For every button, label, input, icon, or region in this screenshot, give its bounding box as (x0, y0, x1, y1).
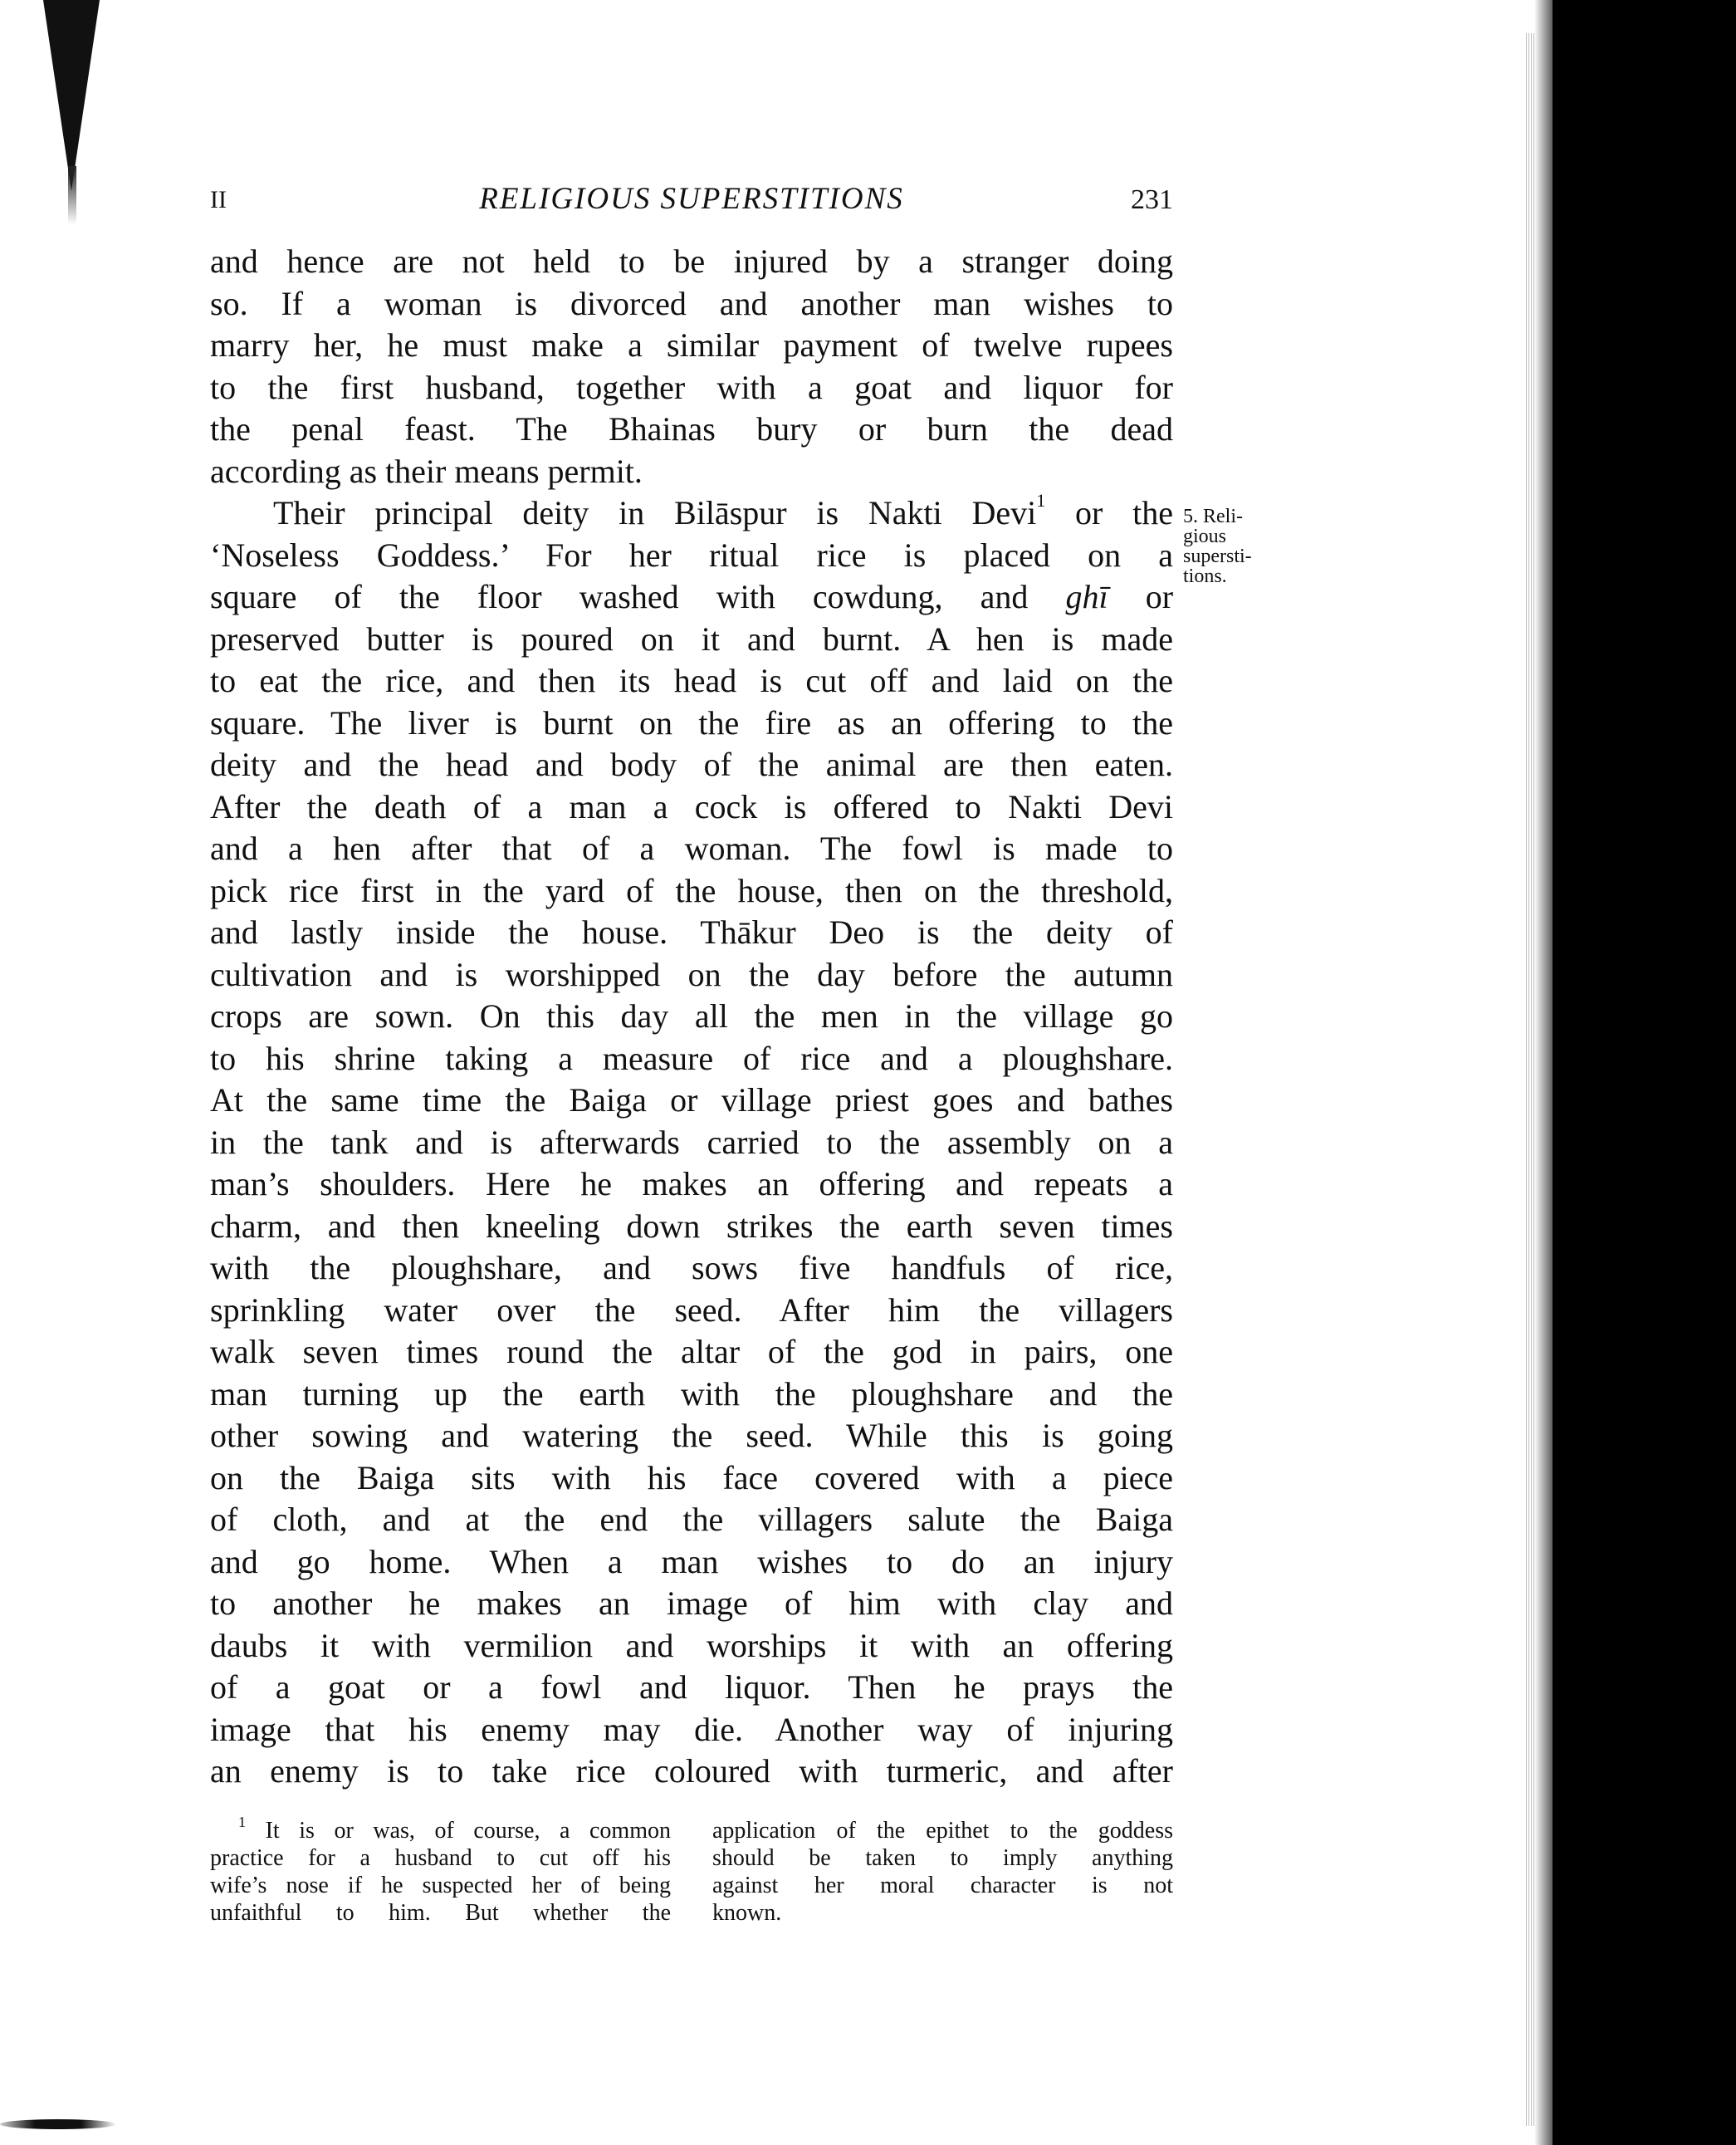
text-line: marry her, he must make a similar payment of twelve rupees (210, 326, 1173, 364)
footnote-line: unfaithful to him. But whether the (210, 1900, 671, 1926)
margin-note-line: supersti- (1183, 546, 1252, 567)
body-text (210, 241, 1173, 1793)
margin-note-line: tions. (1183, 566, 1227, 587)
text-line: image that his enemy may die. Another way of injuring (210, 1710, 1173, 1748)
footnote-marker: 1 (238, 1814, 246, 1830)
footnote-column-left (210, 1814, 671, 1927)
footnote-line (210, 1814, 671, 1844)
margin-note (1183, 507, 1283, 586)
text-line: with the ploughshare, and sows five handfuls of rice, (210, 1249, 1173, 1286)
text-fragment: It is or was, of course, a common (246, 1818, 671, 1844)
text-line: to another he makes an image of him with clay and (210, 1584, 1173, 1622)
text-line: man’s shoulders. Here he makes an offering and repeats a (210, 1165, 1173, 1202)
text-line: in the tank and is afterwards carried to the assembly on a (210, 1123, 1173, 1161)
text-line: and a hen after that of a woman. The fowl is made to (210, 830, 1173, 867)
text-line: to the first husband, together with a goat and liquor for (210, 368, 1173, 406)
footnote-line: wife’s nose if he suspected her of being (210, 1873, 671, 1898)
text-line: to eat the rice, and then its head is cut off and laid on the (210, 662, 1173, 699)
text-line: the penal feast. The Bhainas bury or burn the dead (210, 410, 1173, 448)
margin-note-line: 5. Reli- (1183, 506, 1243, 527)
text-fragment: or (1108, 578, 1174, 615)
text-line: of cloth, and at the end the villagers salute the Baiga (210, 1501, 1173, 1538)
footnote-reference: 1 (1036, 490, 1046, 511)
footnote-line: should be taken to imply anything (712, 1845, 1173, 1871)
text-line: on the Baiga sits with his face covered with a piece (210, 1458, 1173, 1496)
scan-artifact-top (43, 0, 100, 191)
text-line: daubs it with vermilion and worships it with an offering (210, 1626, 1173, 1664)
text-line: crops are sown. On this day all the men in the village go (210, 997, 1173, 1035)
scan-artifact-streak (68, 166, 76, 224)
text-line: charm, and then kneeling down strikes the earth seven times (210, 1207, 1173, 1245)
text-line: cultivation and is worshipped on the day before the autumn (210, 955, 1173, 993)
running-head (210, 181, 1173, 223)
text-line: preserved butter is poured on it and burnt. A hen is made (210, 620, 1173, 658)
footnote-line: application of the epithet to the goddess (712, 1818, 1173, 1844)
text-fragment: square of the floor washed with cowdung, and (210, 578, 1029, 615)
text-line: according as their means permit. (210, 452, 643, 490)
page-edge-binding (1553, 0, 1736, 2145)
chapter-number: II (210, 186, 227, 213)
running-title: RELIGIOUS SUPERSTITIONS (479, 182, 904, 216)
footnote-column-right (712, 1817, 1173, 1927)
text-line: and lastly inside the house. Thākur Deo is the deity of (210, 913, 1173, 951)
italic-term: ghī (1065, 578, 1108, 615)
text-line: to his shrine taking a measure of rice and a ploughshare. (210, 1039, 1173, 1077)
text-line: At the same time the Baiga or village priest goes and bathes (210, 1081, 1173, 1119)
text-line: man turning up the earth with the ploughshare and the (210, 1374, 1173, 1413)
footnote-line: practice for a husband to cut off his (210, 1845, 671, 1871)
text-line: deity and the head and body of the animal are then eaten. (210, 746, 1173, 783)
text-line: an enemy is to take rice coloured with turmeric, and after (210, 1752, 1173, 1790)
text-line: sprinkling water over the seed. After him the villagers (210, 1290, 1173, 1329)
text-line: other sowing and watering the seed. While this is going (210, 1417, 1173, 1454)
text-line: of a goat or a fowl and liquor. Then he prays the (210, 1668, 1173, 1706)
footnote-line: against her moral character is not (712, 1873, 1173, 1898)
page-number: 231 (1131, 184, 1173, 215)
text-line: ‘Noseless Goddess.’ For her ritual rice is placed on a (210, 536, 1173, 574)
margin-note-line: gious (1183, 526, 1227, 547)
text-line (210, 492, 1173, 535)
text-fragment: or the (1045, 494, 1174, 531)
scan-artifact-bottom (0, 2119, 116, 2129)
text-line (210, 576, 1173, 619)
text-line: pick rice first in the yard of the house, then on the threshold, (210, 871, 1173, 909)
text-line: walk seven times round the altar of the god in pairs, one (210, 1333, 1173, 1370)
text-fragment: Their principal deity in Bilāspur is Nakti Devi (273, 494, 1037, 531)
text-line: After the death of a man a cock is offered to Nakti Devi (210, 787, 1173, 825)
footnote-line: known. (712, 1900, 782, 1926)
text-line: and go home. When a man wishes to do an injury (210, 1542, 1173, 1580)
text-line: and hence are not held to be injured by a stranger doing (210, 242, 1173, 280)
text-line: square. The liver is burnt on the fire as an offering to the (210, 703, 1173, 742)
text-line: so. If a woman is divorced and another man wishes to (210, 284, 1173, 322)
